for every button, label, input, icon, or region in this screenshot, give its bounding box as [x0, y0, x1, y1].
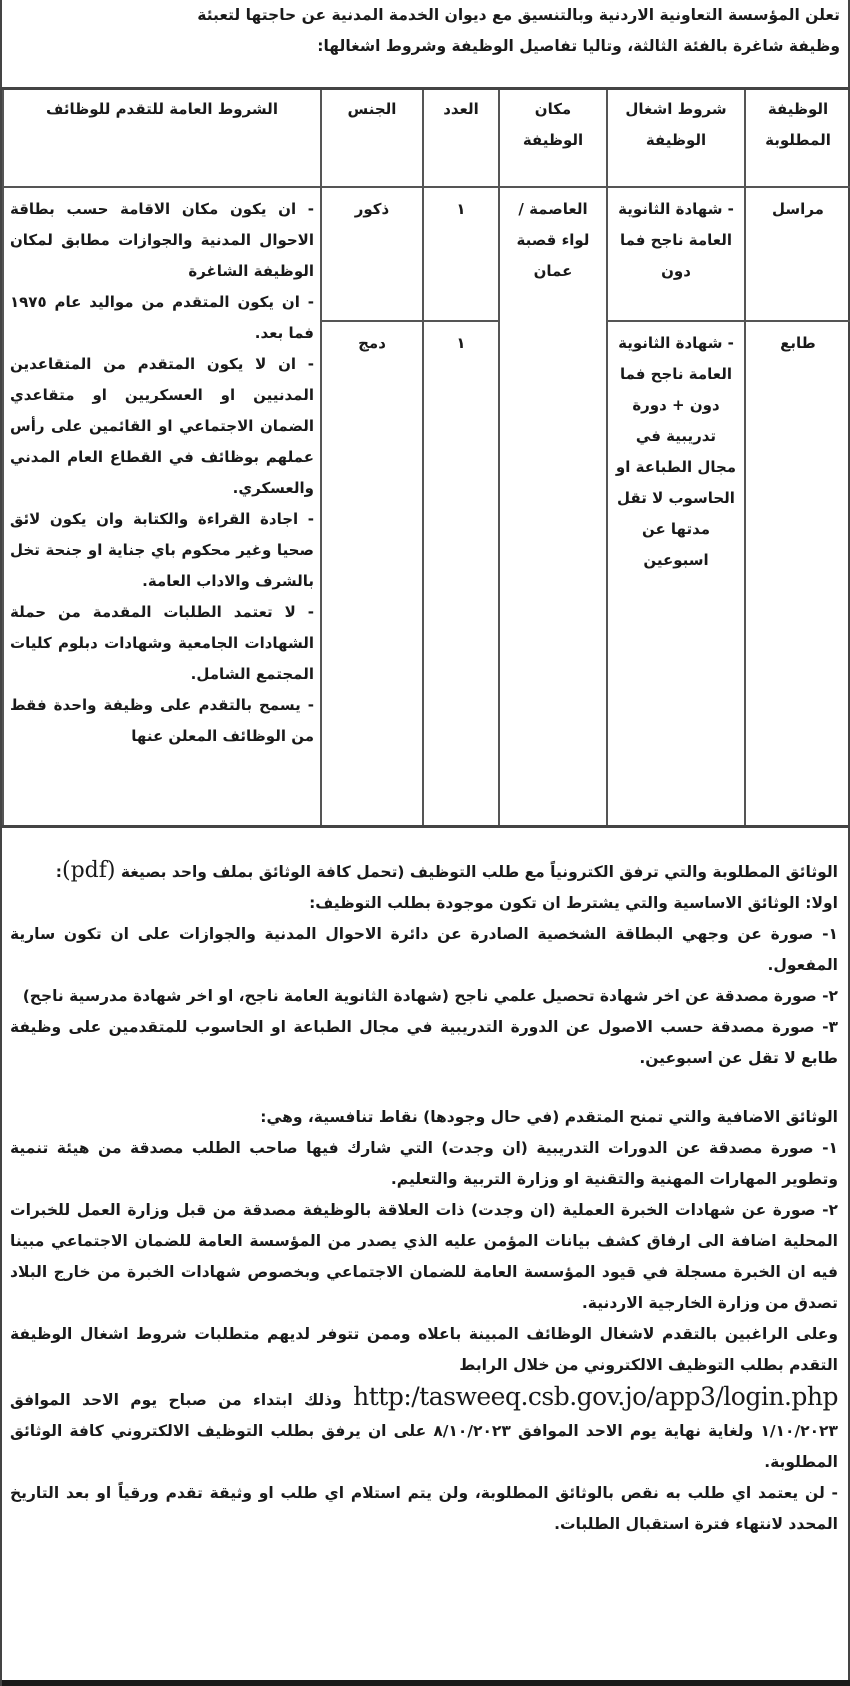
row-job-conditions: - شهادة الثانوية العامة ناجح فما دون + دورة تدريبية في مجال الطباعة او الحاسوب لا تقل مدتها عن اسبوعين [607, 321, 745, 827]
table-header-row [3, 89, 850, 188]
row-job: مراسل [745, 187, 850, 321]
row-location: العاصمة / لواء قصبة عمان [499, 187, 607, 827]
general-condition: - لا تعتمد الطلبات المقدمة من حملة الشهادات الجامعية وشهادات دبلوم كليات المجتمع الشامل. [10, 603, 314, 683]
documents-intro-end: : [55, 863, 62, 881]
general-condition: - ان يكون مكان الاقامة حسب بطاقة الاحوال المدنية والجوازات مطابق لمكان الوظيفة الشاغرة [10, 200, 314, 280]
table-row [3, 187, 850, 321]
additional-document-item: ١- صورة مصدقة عن الدورات التدريبية (ان وجدت) التي شارك فيها صاحب الطلب مصدقة من هيئة تنمية وتطوير المهارات المهنية والتقنية او وزارة التربية والتعليم. [10, 1139, 838, 1188]
general-condition: - ان لا يكون المتقدم من المتقاعدين المدنيين او العسكريين او متقاعدي الضمان الاجتماعي او القائمين على رأس عملهم بوظائف في القطاع العام المدني والعسكري. [10, 355, 314, 497]
additional-document-item: ٢- صورة عن شهادات الخبرة العملية (ان وجدت) ذات العلاقة بالوظيفة مصدقة من قبل وزارة العمل للخبرات المحلية اضافة الى ارفاق كشف بيانات المؤمن عليه الذي يصدر من المؤسسة العامة للضمان الاجتماعي مبينا فيه ان الخبرة مسجلة في قيود المؤسسة العامة للضمان الاجتماعي وبخصوص شهادات الخبرة من خارج البلاد تصدق من وزارة الخارجية الاردنية. [10, 1201, 838, 1312]
header-location: مكان الوظيفة [499, 89, 607, 188]
spacer [10, 1074, 838, 1102]
bottom-border [2, 1680, 850, 1686]
pdf-format-label: (pdf) [62, 858, 116, 883]
header-count: العدد [423, 89, 499, 188]
jobs-table [2, 87, 850, 828]
header-gender: الجنس [321, 89, 423, 188]
general-conditions-cell [3, 187, 321, 827]
basic-documents-title: اولا: الوثائق الاساسية والتي يشترط ان تكون موجودة بطلب التوظيف: [309, 894, 838, 912]
intro-line-1: تعلن المؤسسة التعاونية الاردنية وبالتنسيق مع ديوان الخدمة المدنية عن حاجتها لتعبئة [197, 6, 840, 24]
general-condition: - يسمح بالتقدم على وظيفة واحدة فقط من الوظائف المعلن عنها [10, 696, 314, 745]
row-job: طابع [745, 321, 850, 827]
application-instructions: وعلى الراغبين بالتقدم لاشغال الوظائف المبينة باعلاه وممن تتوفر لديهم متطلبات شروط اشغال الوظيفة التقدم بطلب التوظيف الالكتروني من خلال الرابط [10, 1325, 838, 1374]
general-condition: - اجادة القراءة والكتابة وان يكون لائق صحيا وغير محكوم باي جناية او جنحة تخل بالشرف والاداب العامة. [10, 510, 314, 590]
application-dates-text: وذلك ابتداء من صباح يوم الاحد الموافق ١/١٠/٢٠٢٣ ولغاية نهاية يوم الاحد الموافق ٨/١٠/٢٠٢٣ على ان يرفق بطلب التوظيف الالكتروني كافة الوثائق المطلوبة. [10, 1391, 838, 1471]
application-dates [10, 1381, 838, 1478]
row-count: ١ [423, 187, 499, 321]
row-gender: دمج [321, 321, 423, 827]
row-job-conditions: - شهادة الثانوية العامة ناجح فما دون [607, 187, 745, 321]
incomplete-applications-note: - لن يعتمد اي طلب به نقص بالوثائق المطلوبة، ولن يتم استلام اي طلب او وثيقة تقدم ورقياً او بعد التاريخ المحدد لانتهاء فترة استقبال الطلبات. [10, 1484, 838, 1533]
basic-document-item: ٢- صورة مصدقة عن اخر شهادة تحصيل علمي ناجح (شهادة الثانوية العامة ناجح، او اخر شهادة مدرسية ناجح) [22, 987, 838, 1005]
additional-documents-title: الوثائق الاضافية والتي تمنح المتقدم (في حال وجودها) نقاط تنافسية، وهي: [260, 1108, 838, 1126]
header-job: الوظيفة المطلوبة [745, 89, 850, 188]
intro-paragraph [8, 0, 840, 86]
row-count: ١ [423, 321, 499, 827]
intro-line-2: وظيفة شاغرة بالفئة الثالثة، وتاليا تفاصيل الوظيفة وشروط اشغالها: [317, 37, 840, 55]
general-condition: - ان يكون المتقدم من مواليد عام ١٩٧٥ فما بعد. [10, 293, 314, 342]
documents-intro [10, 855, 838, 888]
documents-section [10, 855, 838, 1540]
basic-document-item: ٣- صورة مصدقة حسب الاصول عن الدورة التدريبية في مجال الطباعة او الحاسوب للمتقدمين على وظيفة طابع لا تقل عن اسبوعين. [10, 1018, 838, 1067]
application-link[interactable]: http:/tasweeq.csb.gov.jo/app3/login.php [353, 1382, 838, 1411]
documents-intro-text: الوثائق المطلوبة والتي ترفق الكترونياً مع طلب التوظيف (تحمل كافة الوثائق بملف واحد بصيغة [120, 863, 838, 881]
header-job-conditions: شروط اشغال الوظيفة [607, 89, 745, 188]
header-general-conditions: الشروط العامة للتقدم للوظائف [3, 89, 321, 188]
basic-document-item: ١- صورة عن وجهي البطاقة الشخصية الصادرة عن دائرة الاحوال المدنية والجوازات على ان تكون سارية المفعول. [10, 925, 838, 974]
row-gender: ذكور [321, 187, 423, 321]
